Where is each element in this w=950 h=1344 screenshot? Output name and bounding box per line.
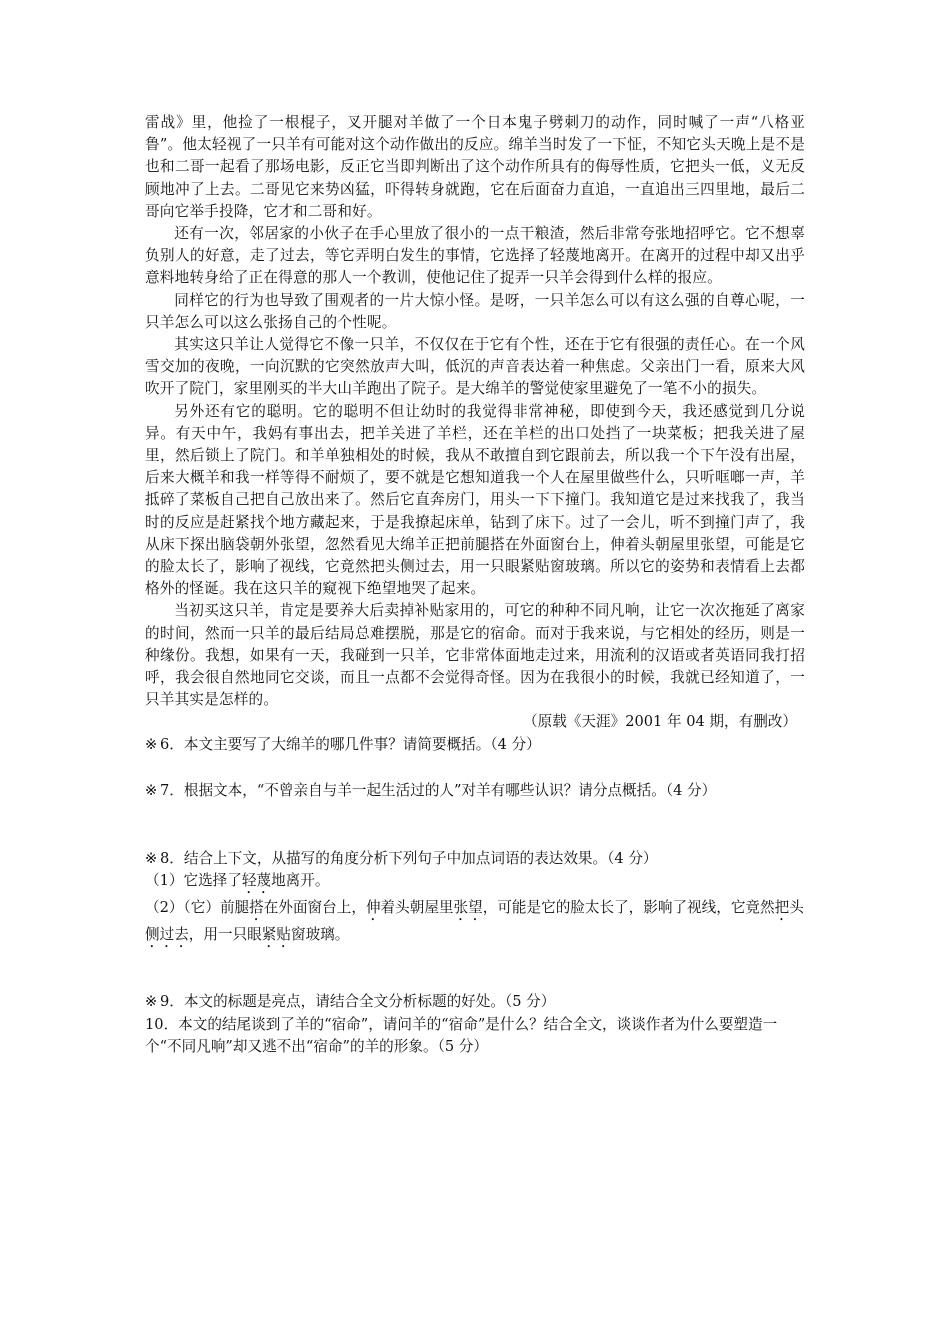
question-text: 6．本文主要写了大绵羊的哪几件事？请简要概括。（4 分） [160, 735, 541, 753]
exam-page [145, 112, 805, 1058]
question-mark-symbol: ※ [145, 781, 158, 799]
article-paragraph: 另外还有它的聪明。它的聪明不但让幼时的我觉得非常神秘，即使到今天，我还感觉到几分说异。有天中午，我妈有事出去，把羊关进了羊栏，还在羊栏的出口处挡了一块菜板；把我关进了屋里，然后锁上了院门。和羊单独相处的时候，我从不敢擅自到它跟前去，所以我一个下午没有出屋，后来大概羊和我一样等得不耐烦了，要不就是它想知道我一个人在屋里做些什么，只听哐啷一声，羊抵碎了菜板自己把自己放出来了。然后它直奔房门，用头一下下撞门。我知道它是过来找我了，我当时的反应是赶紧找个地方藏起来，于是我撩起床单，钻到了床下。过了一会儿，听不到撞门声了，我从床下探出脑袋朝外张望，忽然看见大绵羊正把前腿搭在外面窗台上，伸着头朝屋里张望，可能是它的脸太长了，影响了视线，它竟然把头侧过去，用一只眼紧贴窗玻璃。所以它的姿势和表情看上去都格外的怪诞。我在这只羊的窥视下绝望地哭了起来。 [145, 402, 805, 598]
dotted-word: 侧过去 [145, 926, 189, 944]
question-9 [145, 991, 805, 1013]
item-text: ，用一只眼 [188, 926, 262, 944]
article-paragraph: 当初买这只羊，肯定是要养大后卖掉补贴家用的，可它的种种不同凡响，让它一次次拖延了离家的时间，然而一只羊的最后结局总难摆脱，那是它的宿命。而对于我来说，与它相处的经历，则是一种缘份。我想，如果有一天，我碰到一只羊，它非常体面地走过来，用流利的汉语或者英语同我打招呼，我会很自然地同它交谈，而且一点都不会觉得奇怪。因为在我很小的时候，我就已经知道了，一只羊其实是怎样的。 [145, 602, 805, 709]
article-paragraph: 雷战》里，他捡了一根棍子，叉开腿对羊做了一个日本鬼子劈刺刀的动作，同时喊了一声“八格亚鲁”。他太轻视了一只羊有可能对这个动作做出的反应。绵羊当时发了一下怔，不知它头天晚上是不是也和二哥一起看了那场电影，反正它当即判断出了这个动作所具有的侮辱性质，它把头一低，义无反顾地冲了上去。二哥见它来势凶猛，吓得转身就跑，它在后面奋力直追，一直追出三四里地，最后二哥向它举手投降，它才和二哥和好。 [145, 114, 805, 220]
dotted-word: 紧贴 [261, 926, 291, 944]
article-source: （原载《天涯》2001 年 04 期，有删改） [523, 713, 797, 731]
question-8-item-2 [145, 897, 805, 951]
item-text: 窗玻璃。 [290, 926, 350, 944]
item-text: 地离开。 [271, 872, 330, 890]
item-text: 头 [789, 899, 804, 917]
dotted-word: 搭 [249, 899, 264, 917]
question-7 [145, 780, 805, 802]
answer-space [145, 951, 805, 991]
question-8-item-1 [145, 870, 805, 897]
question-6 [145, 734, 805, 756]
article-paragraph: 其实这只羊让人觉得它不像一只羊，不仅仅在于它有个性，还在于它有很强的责任心。在一个风雪交加的夜晚，一向沉默的它突然放声大叫，低沉的声音表达着一种焦虑。父亲出门一看，原来大风吹开了院门，家里刚买的半大山羊跑出了院子。是大绵羊的警觉使家里避免了一笔不小的损失。 [145, 336, 805, 398]
question-10: 10．本文的结尾谈到了羊的“宿命”，请问羊的“宿命”是什么？结合全文，谈谈作者为什么要塑造一个“不同凡响”却又逃不出“宿命”的羊的形象。（5 分） [145, 1015, 778, 1055]
item-text: （2）（它）前腿 [145, 899, 250, 917]
article-paragraph: 同样它的行为也导致了围观者的一片大惊小怪。是呀，一只羊怎么可以有这么强的自尊心呢，一只羊怎么可以这么张扬自己的个性呢。 [145, 291, 805, 331]
dotted-word: 轻蔑 [241, 872, 272, 890]
question-mark-symbol: ※ [145, 993, 158, 1011]
item-text: ，可能是它的脸太长了，影响了视线，它竟然 [482, 899, 775, 917]
dotted-word: 把 [774, 899, 790, 917]
item-text: 在外面窗台上， [263, 899, 366, 917]
dotted-word: 伸 [365, 899, 381, 917]
question-text: 7．根据文本，“不曾亲自与羊一起生活过的人”对羊有哪些认识？请分点概括。（4 分） [160, 781, 717, 799]
item-text: 着头朝屋里 [380, 899, 454, 917]
article-paragraph: 还有一次，邻居家的小伙子在手心里放了很小的一点干粮渣，然后非常夸张地招呼它。它不想辜负别人的好意，走了过去，等它弄明白发生的事情，它选择了轻蔑地离开。在离开的过程中却又出乎意料地转身给了正在得意的那人一个教训，使他记住了捉弄一只羊会得到什么样的报应。 [145, 225, 805, 287]
dotted-word: 张望 [453, 899, 483, 917]
answer-space [145, 756, 805, 780]
question-text: 9．本文的标题是亮点，请结合全文分析标题的好处。（5 分） [160, 993, 556, 1011]
question-text: 8．结合上下文，从描写的角度分析下列句子中加点词语的表达效果。（4 分） [160, 850, 658, 868]
question-8 [145, 848, 805, 870]
question-mark-symbol: ※ [145, 735, 158, 753]
answer-space [145, 802, 805, 848]
question-mark-symbol: ※ [145, 850, 158, 868]
item-text: （1）它选择了 [145, 872, 242, 890]
